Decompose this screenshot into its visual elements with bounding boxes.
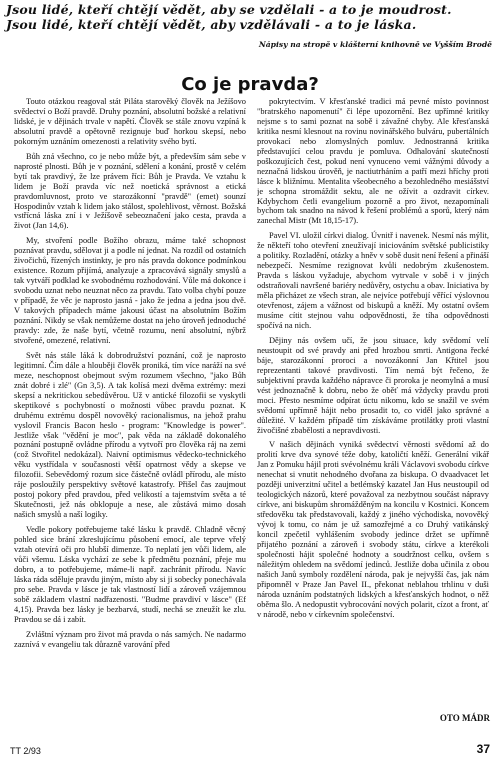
paragraph: Vedle pokory potřebujeme také lásku k pravdě. Chladně věcný pohled sice brání zkreslujícímu působení emocí, ale teprve vřelý vztah otevírá oči pro hlubší dimenze. To neplatí jen vůči lidem, ale vůči všemu. Láska vychází ze sebe k předmětu poznání, přeje mu dobro, a to potřebujeme, máme-li např. zachránit přírodu. Navíc láska ráda sděluje pravdu jiným, místo aby si ji sobecky ponechávala pro sebe. Pravda v lásce je tak vlastností lidí a zároveň vzájemnou sobě základem vlastní nadřazenosti. "Budme pravdiví v lásce" (Ef 4,15). Pravda bez lásky je bezbarvá, studí, nechá se zneužít ke zlu. Pravdou se dá i zabít. xyxy=(14,525,246,624)
article-title: Co je pravda? xyxy=(181,74,319,96)
paragraph: Zvláštní význam pro život má pravda o nás samých. Ne nadarmo zaznívá v evangeliu tak důrazně varování před xyxy=(14,629,246,649)
issue-label: TT 2/93 xyxy=(10,746,41,756)
paragraph: V našich dějinách vyniká svědectví věrnosti svědomí až do prolití krve dva synové téže doby, katoličtí kněží. Generální vikář Jan z Pomuku hájil proti svévolnému králi Václavovi svobodu církve nenechat si vnutit nehodného dvořana za biskupa. O dvaadvacet let později univerzitní učitel a betlémský kazatel Jan Hus neustoupil od teologických názorů, které považoval za nezbytnou součást nápravy církve, ani biskupům shromážděným na koncilu v Kostnici. Koncem středověku tak představovali, každý z jiného východiska, novověký vývoj k tomu, co nám je už samozřejmé a co Druhý vatikánský koncil zpečetil vyhlášením svobody jedince držet se upřímně přijatého poznání a zároveň i svobody státu, církve a kterékoli společnosti hájit společné hodnoty a soudržnost celku, ovšem s náležitým ohledem na svědomí jedinců. Jestliže doba učinila z obou našich Janů symboly rozdělení národa, pak je nejvyšší čas, jak nám připomněl v Praze Jan Pavel II., překonat neblahou trhlinu v duši národa uznáním podstatných lidských a křesťanských hodnot, o něž oběma šlo. A nedopustit vybrocování nových polarit, cízot a front, ať v národě, nebo v církevním společenství. xyxy=(257,440,489,619)
left-column xyxy=(14,97,246,725)
paragraph: Bůh zná všechno, co je nebo může být, a především sám sebe v naprosté plnosti. Bůh je v poznání, sdělení a konání, prostě v celém bytí tak pravdivý, že lze právem říci: Bůh je Pravda. Ve vztahu k lidem je Boží pravda víc než noetická správnost a etická pravdomluvnost, proto ve starozákonní "pravdě" (emet) sounzí Hospodinův vztah k lidem jako stálost, spolehlivost, věrnost. Božská vstřícná láska zní i v Ježíšově sebeoznačení jako cesta, pravda a život (Jan 14,6). xyxy=(14,151,246,231)
epigraph-line-1: Jsou lidé, kteří chtějí vědět, aby se vzdělali - a to je moudrost. xyxy=(6,2,452,17)
author-signature: OTO MÁDR xyxy=(439,713,490,723)
paragraph: Dějiny nás ovšem učí, že jsou situace, kdy svědomí velí neustoupit od své pravdy ani před hrozbou smrti. Antigona řecké báje, starozákonní proroci a novozákonní Jan Křtitel jsou reprezentanti takové pravdivosti. Tím nemá být řečeno, že subjektivní pravda každého nápravce či proroka je neomylná a musí vést jednoznačně k dobru, nebo že oběť má vždycky pravdu proti moci. Přesto nesmíme odpírat úctu nikomu, kdo se snažil ve svém svědomí upřímně hájit nebo prosadit to, co viděl jako správné a důležité. V každém případě tím získáváme protilátky proti vlastní živočišné zbabělosti a nepravdivosti. xyxy=(257,335,489,435)
paragraph: pokrytectvím. V křesťanské tradici má pevné místo povinnost "bratrského napomenutí" či lépe upozornění. Bez upřímné kritiky nejsme s to sami poznat na sobě i závažné chyby. Ale křesťanská kritika nesmí klesnout na rovinu novinářského bulváru, pubertálních provokací nebo zlomyslných pomluv. Jednostranná kritika představující celou pravdu je pomluva. Odhalování skutečností poškozujících čest, pokud není vynuceno vemi vážnými důvody a neznačná lidskou úrověň, je nactiutrháním a patří mezi hříchy proti lásce k bližnímu. Mentalita všeobecného a bezohledného mesiášství je schopna stromáždit sektu, ale ne ožívit a ozdravit církev. Kdybychom četli evangelium pozorně a pro život, nezapomínali bychom tak snadno na návod k řešení problémů a sporů, který nám zanechal Mistr (Mt 18,15-17). xyxy=(257,97,489,226)
paragraph: Touto otázkou reagoval stát Piláta starověký člověk na Ježíšovo svědectví o Boží pravdě. Druhy poznání, absolutní božské a relativní lidské, je v dějinách trvale v napětí. Člověk se stále znovu vzpíná k absolutní pravdě a opětovně rezignuje buď horkou skepsí, nebo pokorným uznáním omezenosti a relativity svého bytí. xyxy=(14,97,246,146)
right-column xyxy=(257,97,489,725)
epigraph-line-2: Jsou lidé, kteří chtějí vědět, aby vzdělávali - a to je láska. xyxy=(6,16,417,32)
epigraph-source: Nápisy na stropě v klášterní knihovně ve Vyšším Brodě xyxy=(258,40,492,49)
page-number: 37 xyxy=(476,742,490,756)
epigraph xyxy=(6,3,494,32)
paragraph: Svět nás stále láká k dobrodružství poznání, což je naprosto legitimní. Čím dále a hlouběji člověk proniká, tím více naráží na své meze, neschopnost obejmout svým rozumem všechno, "jako Bůh znát dobré i zlé" (Gn 3,5). A tak kolísá mezi dvěma extrémy: mezi skepsí a nekritickou sebedůvěrou. Už v antické filozofii se vyskytli skeptikové s pochybností o možnosti vůbec pravdu poznat. K druhému extrému dospěl novověký racionalismus, na jehož prahu vyslovil Francis Bacon heslo - program: "Knowledge is power". Jestliže však "vědění je moc", pak věda na základě dokonalého poznání postupně ovládne přírodu a vytvoří pro člověka ráj na zemi (což Stvořitel nedokázal). Naivní optimismus vědecko-technického věku vystřídala v současnosti větší opatrnost vědy a skepse ve filozofii. Sebevědomý rozum sice částečně ovládl přírodu, ale místo ráje posloužily perspektivy světové katastrofy. Přišel čas zaujmout postoj pokory před pravdou, před velikostí a tajemstvím světa a té Skutečnosti, jež nás obklopuje a nese, ale zůstává mimo dosah našich smyslů a naší logiky. xyxy=(14,350,246,520)
paragraph: Pavel VI. uložil církvi dialog. Úvnitř i navenek. Nesmí nás mýlit, že někteří toho otevření zneužívají iniciováním světské publicistiky a politiky. Rozladění, otázky a hněv v sobě dusit není řešení a přináší nebezpečí. Nesmíme rezignovat kvůli nedobrým zkušenostem. Pravda s láskou vyžaduje, abychom vytrvale v sobě i v jiných odstraňovali navršené bariéry nedůvěry, ostychu a obav. Iniciativa by měla přicházet ze všech stran, ale nejvíce potřebují věřící výslovnou otevřenost, zájem a vážnost od biskupů a kněží. My ostatní ovšem musíme cítit stejnou vahu odpovědnosti, že tíha odpovědnosti spočívá na nich. xyxy=(257,231,489,330)
paragraph: My, stvoření podle Božího obrazu, máme také schopnost poznávat pravdu, sdělovat ji a podle ní jednat. Na rozdíl od ostatních živočichů, řízených instinkty, je pro nás pravda dokonce podmínkou existence. Rozum přijímá, analyzuje a zpracovává signály smyslů a tak vytváří podklad ke svobodnému rozhodování. Vůle má dokonce i svobodu uznat nebo neuznat něco za pravdu. Tato volba chybí pouze v případě, že věc je naprosto jasná - jako že jedna a jedna jsou dvě. V takových případech máme jakousi účast na absolutním Božím poznání. Nikdy se však nemůžeme dostat na jeho úroveň jednoduché pravdy: zde, že naše bytí, včetně rozumu, není absolutní, nýbrž stvořené, omezené, relativní. xyxy=(14,236,246,345)
